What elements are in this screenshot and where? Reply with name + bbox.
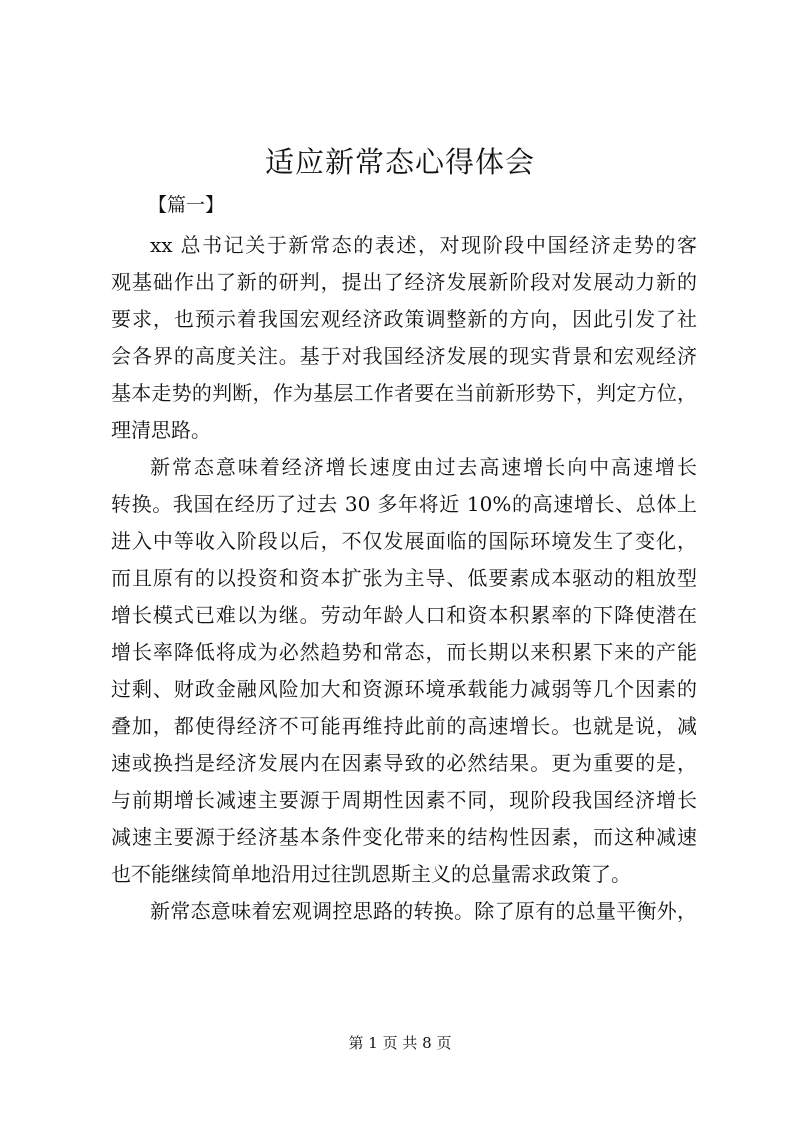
text-line: 增长模式已难以为继。劳动年龄人口和资本积累率的下降使潜在	[111, 603, 697, 627]
text-line: 会各界的高度关注。基于对我国经济发展的现实背景和宏观经济	[111, 344, 697, 368]
paragraph-2	[111, 449, 697, 893]
text-line: 与前期增长减速主要源于周期性因素不同，现阶段我国经济增长	[111, 788, 697, 812]
text-line: 过剩、财政金融风险加大和资源环境承载能力减弱等几个因素的	[111, 677, 697, 701]
paragraph-1	[111, 227, 697, 449]
paragraph-3	[111, 893, 697, 930]
text-line: 增长率降低将成为必然趋势和常态，而长期以来积累下来的产能	[111, 640, 697, 664]
text-line: 速或换挡是经济发展内在因素导致的必然结果。更为重要的是，	[111, 751, 697, 775]
text-line: 进入中等收入阶段以后，不仅发展面临的国际环境发生了变化，	[111, 529, 697, 553]
text-line: 理清思路。	[111, 418, 211, 442]
text-line: 新常态意味着经济增长速度由过去高速增长向中高速增长	[150, 455, 697, 479]
text-line: 新常态意味着宏观调控思路的转换。除了原有的总量平衡外，	[150, 899, 697, 923]
text-line: 而且原有的以投资和资本扩张为主导、低要素成本驱动的粗放型	[111, 566, 697, 590]
text-line: 要求，也预示着我国宏观经济政策调整新的方向，因此引发了社	[111, 307, 697, 331]
text-line: 观基础作出了新的研判，提出了经济发展新阶段对发展动力新的	[111, 270, 697, 294]
document-title: 适应新常态心得体会	[264, 145, 535, 179]
text-line: 叠加，都使得经济不可能再维持此前的高速增长。也就是说，减	[111, 714, 697, 738]
document-body	[111, 227, 697, 930]
text-line: 转换。我国在经历了过去 30 多年将近 10%的高速增长、总体上	[111, 492, 697, 516]
text-line: 也不能继续简单地沿用过往凯恩斯主义的总量需求政策了。	[111, 862, 631, 886]
section-label: 【篇一】	[148, 194, 225, 216]
text-line: xx 总书记关于新常态的表述，对现阶段中国经济走势的客	[150, 233, 697, 257]
text-line: 基本走势的判断，作为基层工作者要在当前新形势下，判定方位，	[111, 381, 697, 405]
text-line: 减速主要源于经济基本条件变化带来的结构性因素，而这种减速	[111, 825, 697, 849]
page-footer: 第 1 页 共 8 页	[348, 1034, 452, 1052]
